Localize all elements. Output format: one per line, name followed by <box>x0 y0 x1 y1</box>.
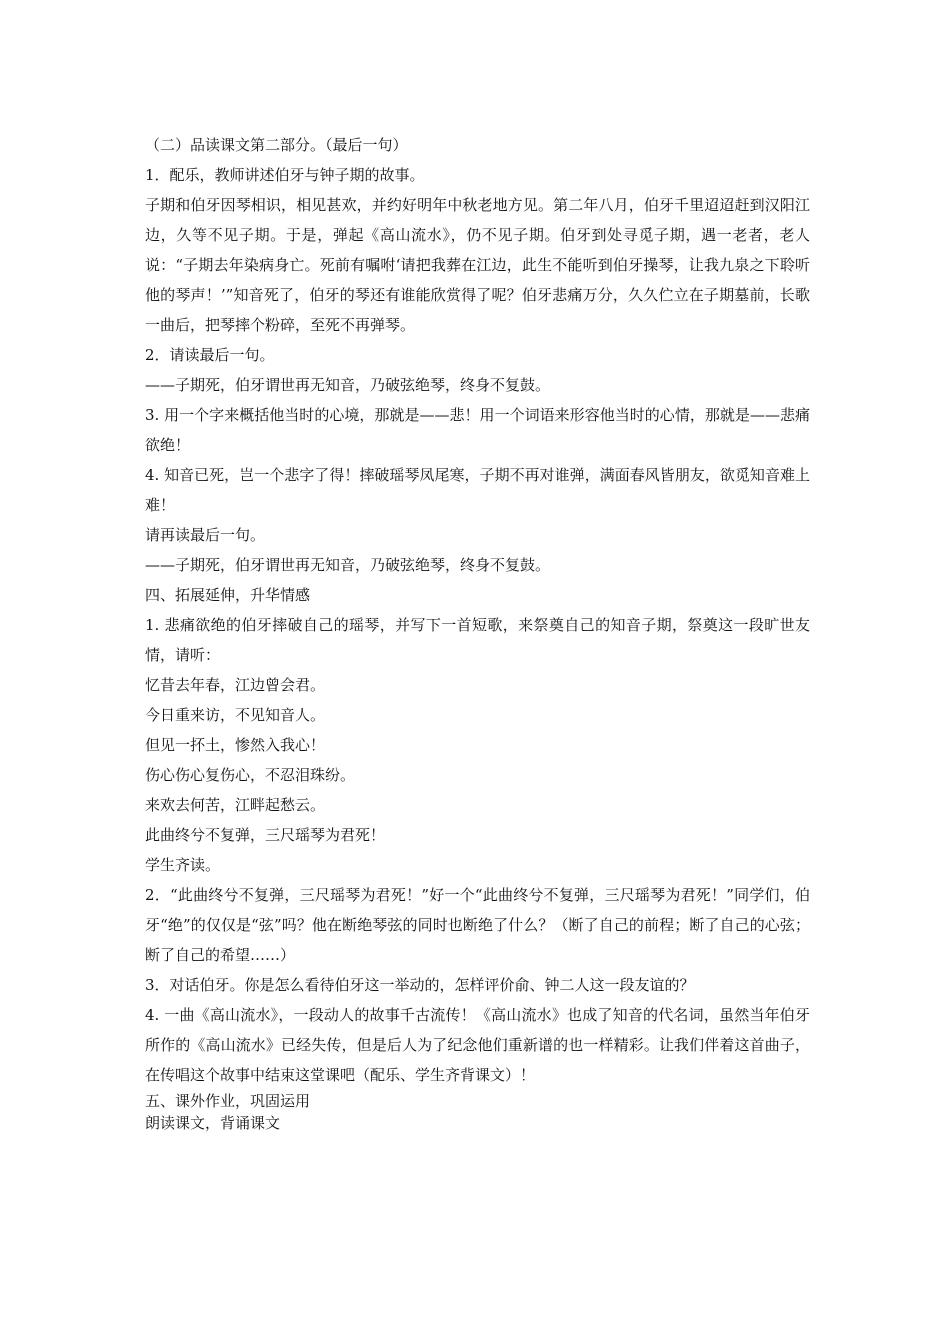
students-read-together: 学生齐读。 <box>145 856 221 874</box>
poem-line: 来欢去何苦，江畔起愁云。 <box>145 796 326 814</box>
poem-line: 但见一抔土，惨然入我心！ <box>145 736 326 754</box>
poem-line: 忆昔去年春，江边曾会君。 <box>145 676 326 694</box>
poem-line: 伤心伤心复伤心，不忍泪珠纷。 <box>145 766 356 784</box>
document-page <box>145 130 810 1134</box>
step-2-read-last-sentence: 2．请读最后一句。 <box>145 346 275 364</box>
extension-step-1-paragraph: 1. 悲痛欲绝的伯牙摔破自己的瑶琴，并写下一首短歌，来祭奠自己的知音子期，祭奠这一段旷世友情，请听： <box>145 616 810 664</box>
poem-line: 此曲终兮不复弹，三尺瑶琴为君死！ <box>145 826 386 844</box>
step-3-paragraph: 3. 用一个字来概括他当时的心境，那就是——悲！用一个词语来形容他当时的心情，那就是——悲痛欲绝！ <box>145 406 810 454</box>
reread-instruction: 请再读最后一句。 <box>145 526 266 544</box>
section-heading-four: 四、拓展延伸，升华情感 <box>145 586 311 604</box>
section-heading-part-two: （二）品读课文第二部分。（最后一句） <box>145 136 408 154</box>
story-paragraph: 子期和伯牙因琴相识，相见甚欢，并约好明年中秋老地方见。第二年八月，伯牙千里迢迢赶到汉阳江边，久等不见子期。于是，弹起《高山流水》，仍不见子期。伯牙到处寻觅子期，遇一老者，老人说：“子期去年染病身亡。死前有嘱咐‘请把我葬在江边，此生不能听到伯牙操琴，让我九泉之下聆听他的琴声！’”知音死了，伯牙的琴还有谁能欣赏得了呢？伯牙悲痛万分，久久伫立在子期墓前，长歌一曲后，把琴摔个粉碎，至死不再弹琴。 <box>145 196 810 334</box>
extension-step-3-line: 3．对话伯牙。你是怎么看待伯牙这一举动的，怎样评价俞、钟二人这一段友谊的？ <box>145 976 695 994</box>
section-heading-five: 五、课外作业，巩固运用 <box>145 1092 311 1110</box>
step-1-music-story: 1．配乐，教师讲述伯牙与钟子期的故事。 <box>145 166 425 184</box>
quote-last-sentence: ——子期死，伯牙谓世再无知音，乃破弦绝琴，终身不复鼓。 <box>145 376 551 394</box>
homework-line: 朗读课文，背诵课文 <box>145 1114 281 1132</box>
extension-step-4-paragraph: 4. 一曲《高山流水》，一段动人的故事千古流传！《高山流水》也成了知音的代名词，虽然当年伯牙所作的《高山流水》已经失传，但是后人为了纪念他们重新谱的也一样精彩。让我们伴着这首曲子，在传唱这个故事中结束这堂课吧（配乐、学生齐背课文）！ <box>145 1006 810 1084</box>
poem-line: 今日重来访，不见知音人。 <box>145 706 326 724</box>
extension-step-2-paragraph: 2．“此曲终兮不复弹，三尺瑶琴为君死！”好一个“此曲终兮不复弹，三尺瑶琴为君死！”同学们，伯牙“绝”的仅仅是“弦”吗？他在断绝琴弦的同时也断绝了什么？（断了自己的前程；断了自己的心弦；断了自己的希望……） <box>145 886 810 964</box>
quote-last-sentence-repeat: ——子期死，伯牙谓世再无知音，乃破弦绝琴，终身不复鼓。 <box>145 556 551 574</box>
step-4-paragraph: 4. 知音已死，岂一个悲字了得！摔破瑶琴凤尾寒，子期不再对谁弹，满面春风皆朋友，欲觅知音难上难！ <box>145 466 810 514</box>
